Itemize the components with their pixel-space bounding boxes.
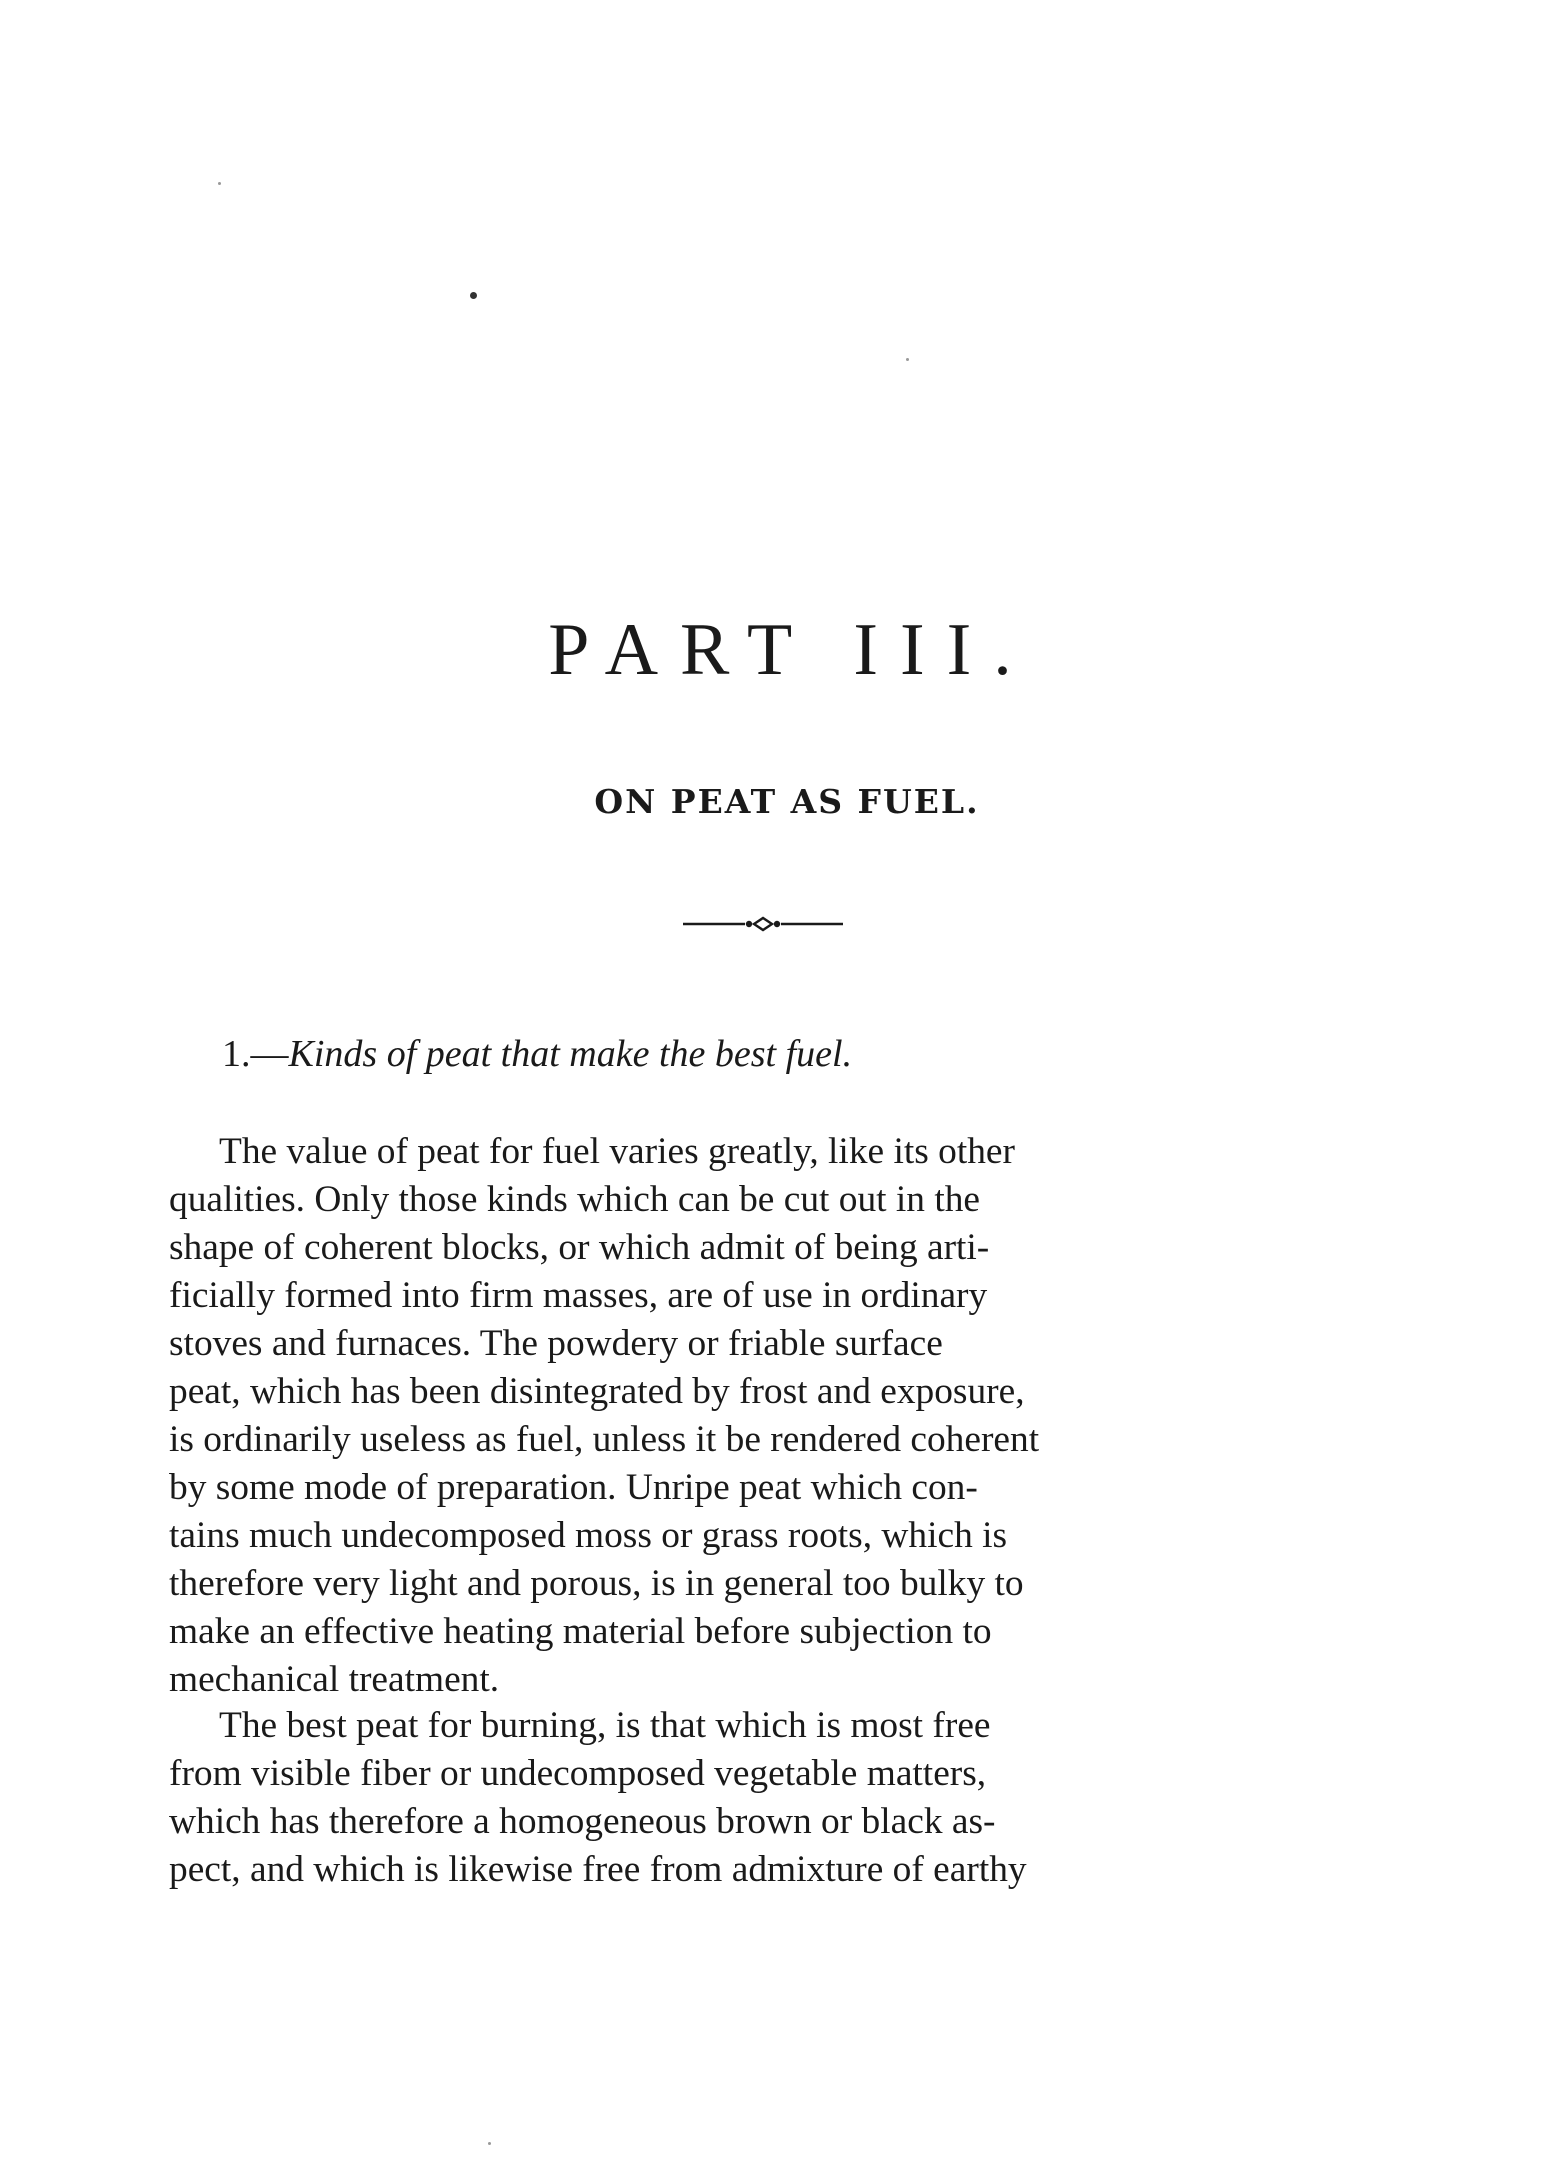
paragraph-1 [169,1128,1360,1704]
text-line: which has therefore a homogeneous brown or black as- [169,1801,996,1842]
print-speck [470,292,477,299]
print-speck [218,182,221,185]
section-heading [222,1032,852,1076]
part-title: PART III. [548,609,1034,691]
text-line: The value of peat for fuel varies greatly, like its other [219,1131,1015,1172]
text-line: tains much undecomposed moss or grass roots, which is [169,1515,1008,1556]
text-line: is ordinarily useless as fuel, unless it be rendered coherent [169,1419,1040,1460]
text-line: The best peat for burning, is that which is most free [219,1705,991,1746]
text-line: make an effective heating material before subjection to [169,1611,992,1652]
print-speck [906,358,909,361]
text-line: by some mode of preparation. Unripe peat which con- [169,1467,978,1508]
text-line: stoves and furnaces. The powdery or friable surface [169,1323,943,1364]
text-line: therefore very light and porous, is in general too bulky to [169,1563,1024,1604]
text-line: mechanical treatment. [169,1659,500,1700]
text-line: ficially formed into firm masses, are of use in ordinary [169,1275,988,1316]
section-number: 1.— [222,1033,289,1075]
text-line: from visible fiber or undecomposed vegetable matters, [169,1753,987,1794]
text-line: qualities. Only those kinds which can be cut out in the [169,1179,981,1220]
print-speck [488,2142,491,2145]
text-line: shape of coherent blocks, or which admit of being arti- [169,1227,990,1268]
paragraph-2 [169,1702,1360,1894]
section-title: Kinds of peat that make the best fuel. [288,1033,853,1075]
chapter-subtitle: ON PEAT AS FUEL. [594,782,980,821]
ornament-divider-icon [683,912,843,936]
text-line: peat, which has been disintegrated by frost and exposure, [169,1371,1025,1412]
text-line: pect, and which is likewise free from admixture of earthy [169,1849,1027,1890]
